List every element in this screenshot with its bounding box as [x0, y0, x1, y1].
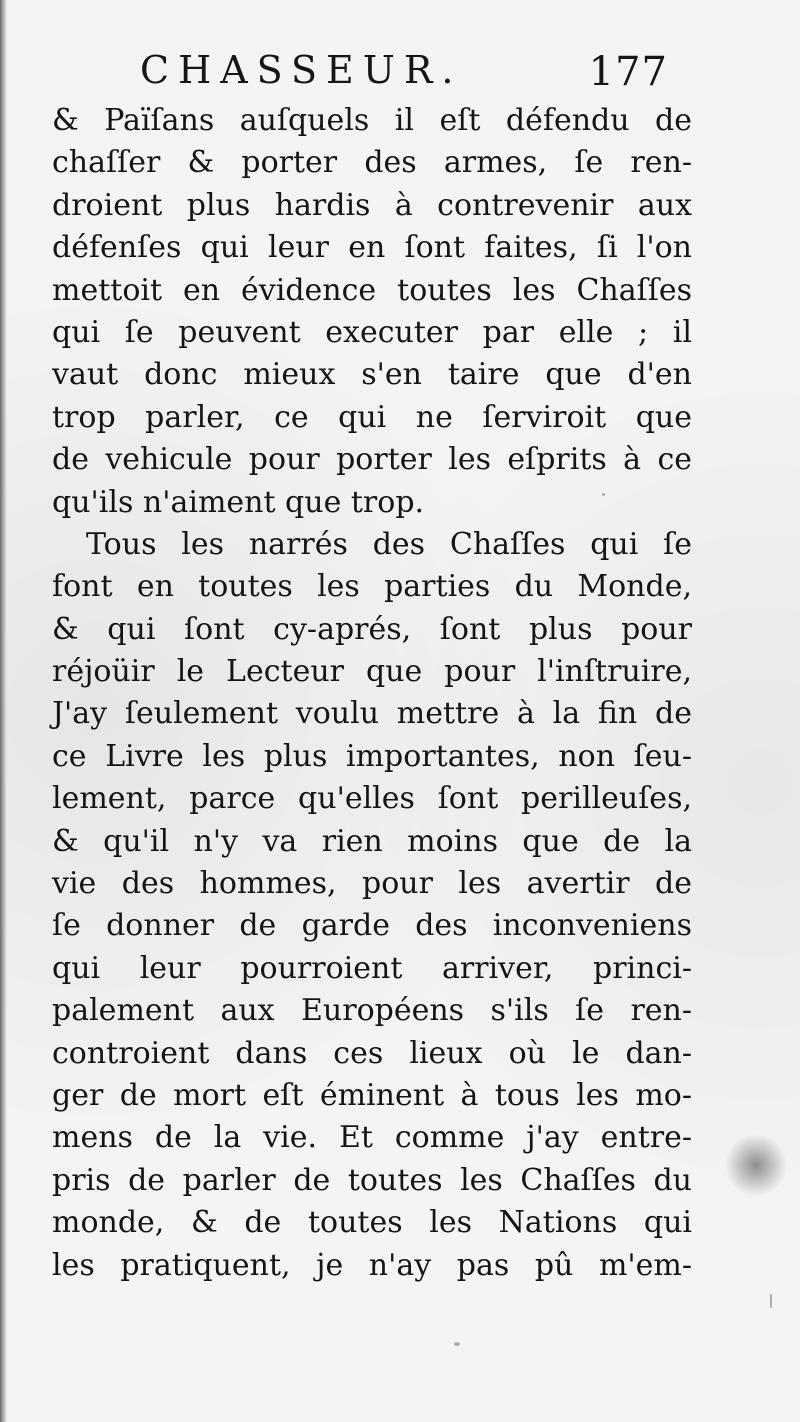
text-line: qui leur pourroient arriver, princi- — [52, 950, 692, 986]
ink-stain — [726, 1134, 786, 1196]
paragraph — [52, 524, 692, 1287]
text-line: font en toutes les parties du Monde, — [52, 569, 692, 605]
text-line: pris de parler de toutes les Chaſſes du — [52, 1162, 692, 1198]
page-header — [52, 44, 680, 96]
text-line: ſe donner de garde des inconveniens — [52, 908, 692, 944]
running-title: CHASSEUR. — [140, 48, 463, 92]
text-line: réjoüir le Lecteur que pour l'inſtruire, — [52, 654, 692, 690]
text-line: qui ſe peuvent executer par elle ; il — [52, 314, 692, 350]
text-line: & qu'il n'y va rien moins que de la — [52, 823, 692, 859]
paper-speck — [454, 1342, 460, 1346]
text-line: & Païſans auſquels il eſt défendu de — [52, 103, 692, 138]
paragraph — [52, 100, 692, 524]
text-line: qu'ils n'aiment que trop. — [52, 484, 425, 520]
text-line: monde, & de toutes les Nations qui — [52, 1205, 692, 1241]
text-line: controient dans ces lieux où le dan- — [52, 1035, 692, 1071]
text-line: mens de la vie. Et comme j'ay entre- — [52, 1120, 692, 1156]
page-gutter-edge — [0, 0, 7, 1422]
page-number: 177 — [588, 49, 668, 95]
text-line: Tous les narrés des Chaſſes qui ſe — [86, 526, 692, 562]
text-line: vie des hommes, pour les avertir de — [52, 866, 692, 902]
paper-speck — [770, 1294, 772, 1308]
body-text — [52, 100, 692, 1287]
text-line: ger de mort eſt éminent à tous les mo- — [52, 1077, 692, 1113]
text-line: mettoit en évidence toutes les Chaſſes — [52, 272, 692, 308]
text-line: palement aux Européens s'ils ſe ren- — [52, 993, 692, 1029]
text-line: & qui ſont cy-aprés, ſont plus pour — [52, 611, 692, 647]
text-line: défenſes qui leur en ſont faites, ſi l'on — [52, 230, 692, 266]
text-line: de vehicule pour porter les eſprits à ce — [52, 442, 692, 478]
text-line: lement, parce qu'elles ſont perilleuſes, — [52, 781, 692, 817]
text-line: droient plus hardis à contrevenir aux — [52, 187, 692, 223]
text-line: chaſſer & porter des armes, ſe ren- — [52, 145, 692, 181]
text-line: trop parler, ce qui ne ſerviroit que — [52, 399, 692, 435]
text-line: les pratiquent, je n'ay pas pû m'em- — [52, 1247, 692, 1283]
text-line: ce Livre les plus importantes, non ſeu- — [52, 738, 692, 774]
text-line: J'ay ſeulement voulu mettre à la fin de — [52, 696, 692, 732]
text-line: vaut donc mieux s'en taire que d'en — [52, 357, 692, 393]
